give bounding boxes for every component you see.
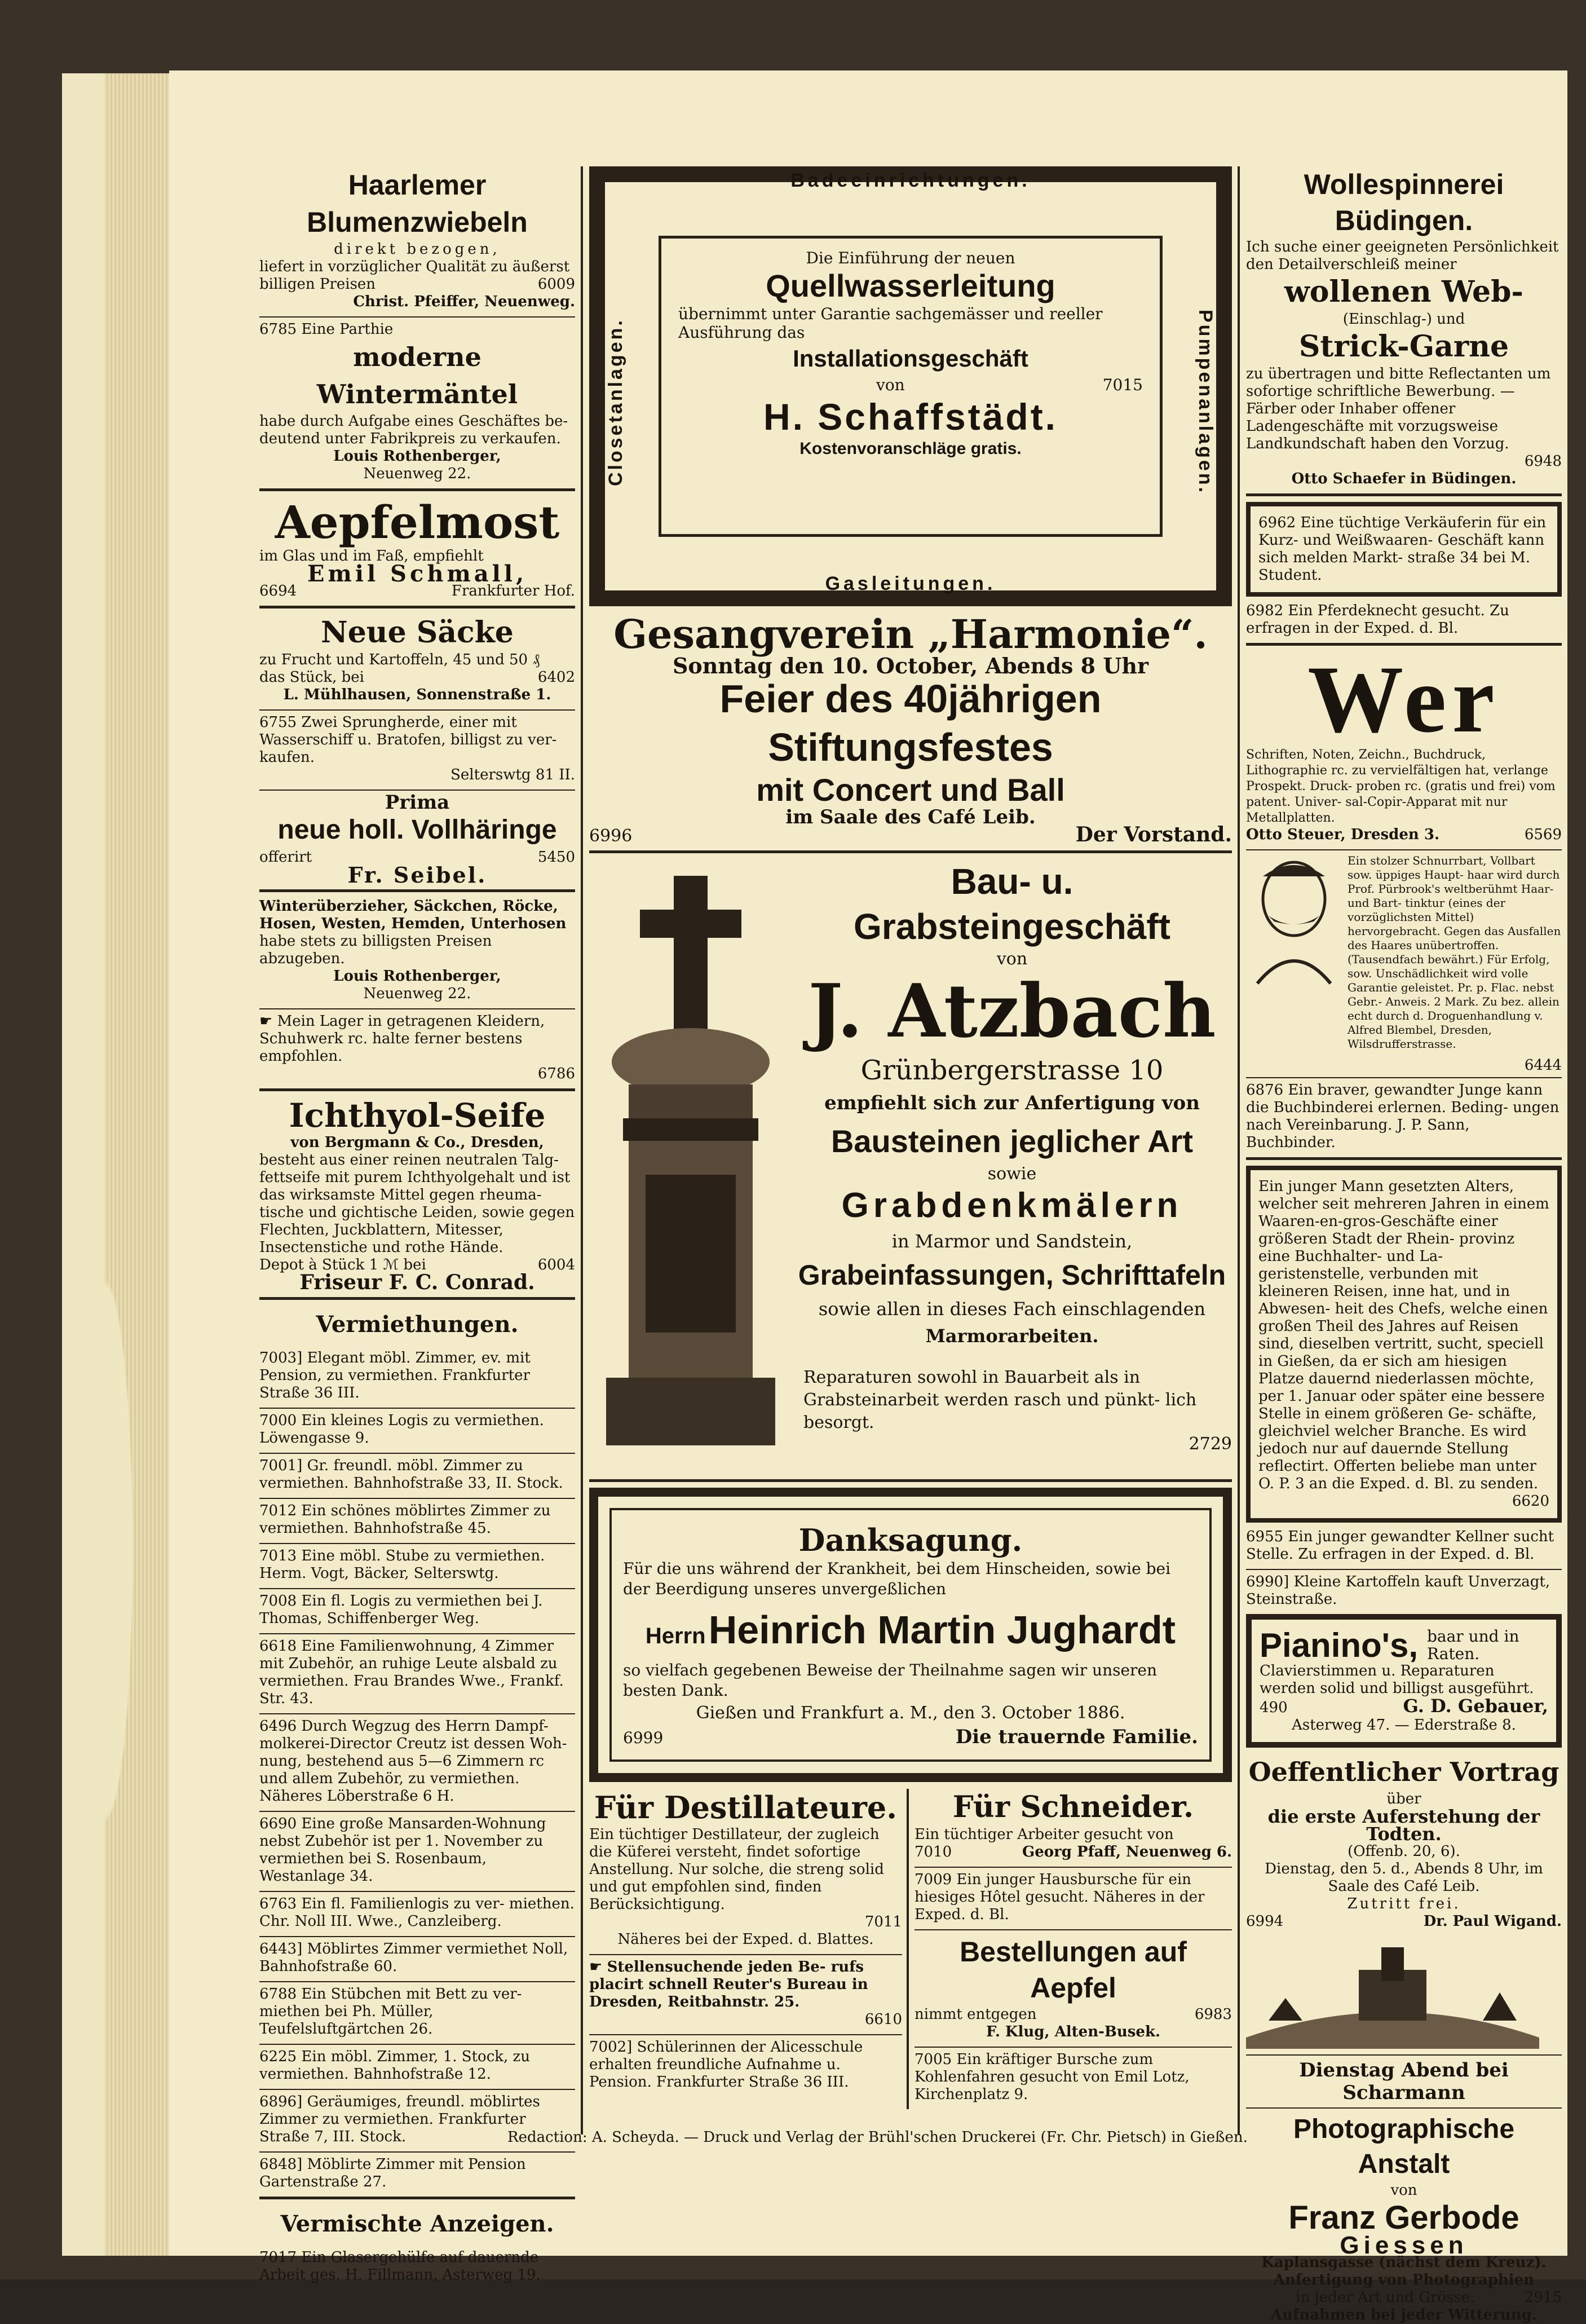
ad-pianino: Pianino's, baar und in Raten. Clavierstimmen u. Reparaturen werden solid und billigst ausgeführt. 490 G. D. Gebauer, Asterweg 47. — Ederstraße 8. [1246, 1614, 1562, 1748]
vermiethungen-list [259, 1350, 575, 2191]
rental-listing: 6443] Möblirtes Zimmer vermiethet Noll, Bahnhofstraße 60. [259, 1941, 568, 1975]
ad-destillateure: Für Destillateure. Ein tüchtiger Destillateur, der zugleich die Küferei versteht, findet sofortige Anstellung. Nur solche, die streng solid und gut empfohlen sind, finden Berücksichtigung. 7011 Näheres bei der Exped. d. Blattes. [589, 1789, 902, 1948]
rental-listing: 6896] Geräumiges, freundl. möblirtes Zimmer zu vermiethen. Frankfurter Straße 7, III. Stock. [259, 2093, 540, 2145]
ad-reuter: ☛ Stellensuchende jeden Be- rufs placirt schnell Reuter's Bureau in Dresden, Reitbahnstr. 25. 6610 [589, 1959, 902, 2028]
ad-schneider: Für Schneider. Ein tüchtiger Arbeiter gesucht von 7010 Georg Pfaff, Neuenweg 6. [915, 1790, 1232, 1860]
castle-landscape-illustration [1246, 1936, 1539, 2049]
middle-column [589, 166, 1232, 2135]
ad-photo: Photographische Anstalt von Franz Gerbode Giessen Kaplansgasse (nächst dem Kreuz). Anfertigung von Photographien in jeder Art und Grösse. 2915 Aufnahmen bei jeder Witterung. [1261, 2114, 1562, 2323]
ad-apfelmost: Aepfelmost im Glas und im Faß, empfiehlt Emil Schmall, 6694 Frankfurter Hof. [259, 496, 575, 599]
ad-wintermaentel: 6785 Eine Parthie moderne Wintermäntel habe durch Aufgabe eines Geschäftes be- deutend unter Fabrikpreis zu verkaufen. Louis Rothenberger, Neuenweg 22. [259, 321, 568, 482]
ad-winterkleid: Winterüberzieher, Säckchen, Röcke, Hosen, Westen, Hemden, Unterhosen habe stets zu billigsten Preisen abzugeben. Louis Rothenberger, Neuenweg 22. [259, 898, 567, 1002]
torn-page-fragment [62, 931, 169, 2171]
column-rule [581, 166, 583, 2135]
rental-listing: 7008 Ein fl. Logis zu vermiethen bei J. Thomas, Schiffenberger Weg. [259, 1593, 543, 1627]
ad-bursche: 7005 Ein kräftiger Bursche zum Kohlenfahren gesucht von Emil Lotz, Kirchenplatz 9. [915, 2051, 1190, 2103]
section-vermiethungen: Vermiethungen. [316, 1311, 519, 1338]
ad-lager: ☛ Mein Lager in getragenen Kleidern, Schuhwerk rc. halte ferner bestens empfohlen. 6786 [259, 1013, 575, 1082]
rental-listing: 7000 Ein kleines Logis zu vermiethen. Löwengasse 9. [259, 1412, 544, 1447]
ad-aepfel: Bestellungen auf Aepfel nimmt entgegen 6983 F. Klug, Alten-Busek. [915, 1936, 1232, 2040]
column-rule [1238, 166, 1240, 2135]
rental-listing: 6788 Ein Stübchen mit Bett zu ver- miethen bei Ph. Müller, Teufelsluftgärtchen 26. [259, 1986, 522, 2038]
rental-listing: 7001] Gr. freundl. möbl. Zimmer zu vermiethen. Bahnhofstraße 33, II. Stock. [259, 1457, 563, 1492]
ad-junge: 6876 Ein braver, gewandter Junge kann die Buchbinderei erlernen. Beding- ungen nach Vereinbarung. J. P. Sann, Buchbinder. [1246, 1082, 1560, 1151]
ad-danksagung: Danksagung. Für die uns während der Krankheit, bei dem Hinscheiden, sowie bei der Beerdigung unseres unvergeßlichen Herrn Heinrich Martin Jughardt so vielfach gegebenen Beweise der Theilnahme sagen wir unseren besten Dank. Gießen und Frankfurt a. M., den 3. October 1886. 6999 Die trauernde Familie. [589, 1488, 1232, 1782]
rental-listing: 6763 Ein fl. Familienlogis zu ver- miethen. Chr. Noll III. Wwe., Canzleiberg. [259, 1895, 575, 1930]
ad-schuelerinnen: 7002] Schülerinnen der Alicesschule erhalten freundliche Aufnahme u. Pension. Frankfurter Straße 36 III. [589, 2039, 863, 2091]
ad-atzbach: Bau- u. Grabsteingeschäft von J. Atzbach Grünbergerstrasse 10 empfiehlt sich zur Anfertigung von Bausteinen jeglicher Art sowie Grabdenkmälern in Marmor und Sandstein, Grabeinfassungen, Schrifttafeln sowie allen in dieses Fach einschlagenden Marmorarbeiten. Reparaturen sowohl in Bauarbeit als in Grabsteinarbeit werden rasch und pünkt- lich besorgt. 2729 [589, 859, 1232, 1474]
ad-glaser: 7017 Ein Glasergehülfe auf dauernde Arbeit ges. H. Fillmann, Asterweg 19. [259, 2249, 541, 2283]
ad-junger-mann: Ein junger Mann gesetzten Alters, welcher seit mehreren Jahren in einem Waaren-en-gros-Geschäfte einer größeren Stadt der Rhein- provinz eine Buchhalter- und La- geristenstelle, verbunden mit kleineren Reisen, inne hat, und in Abwesen- heit des Chefs, welche einen großen Theil des Jahres auf Reisen sind, dieselben vertritt, sucht, speciell in Gießen, da er sich am hiesigen Platze dauernd niederlassen möchte, per 1. Januar oder später eine bessere Stelle in einem größeren Ge- schäfte, gleichviel welcher Branche. Es wird jedoch nur auf dauernde Stellung reflectirt. Offerten beliebe man unter O. P. 3 an die Exped. d. Bl. zu senden. 6620 [1246, 1166, 1562, 1523]
gravestone-illustration [589, 859, 792, 1468]
ad-ichthyol: Ichthyol-Seife von Bergmann & Co., Dresden, besteht aus einer reinen neutralen Talg- fettseife mit purem Ichthyolgehalt und ist das wirksamste Mittel gegen rheuma- tische und gichtische Leiden, sowie gegen Flechten, Juckblattern, Mitesser, Insectenstiche und rothe Hände. Depot à Stück 1 ℳ bei 6004 Friseur F. C. Conrad. [259, 1096, 575, 1294]
rental-listing: 6225 Ein möbl. Zimmer, 1. Stock, zu vermiethen. Bahnhofstraße 12. [259, 2048, 530, 2083]
rental-listing: 7012 Ein schönes möblirtes Zimmer zu vermiethen. Bahnhofstraße 45. [259, 1502, 551, 1537]
rental-listing: 6690 Eine große Mansarden-Wohnung nebst Zubehör ist per 1. November zu vermiethen bei S. Rosenbaum, Westanlage 34. [259, 1815, 546, 1885]
ad-schaffstaedt: Badeeinrichtungen. Closetanlagen. Pumpenanlagen. Die Einführung der neuen Quellwasserleitung übernimmt unter Garantie sachgemässer und reeller Ausführung das Installationsgeschäft von 7015 H. Schaffstädt. Kostenvoranschläge gratis. Gasleitungen. [589, 166, 1232, 606]
ad-schnurrbart: Ein stolzer Schnurrbart, Vollbart sow. üppiges Haupt- haar wird durch Prof. Pürbrook's weltberühmt Haar- und Bart- tinktur (eines der vorzüglichsten Mittel) hervorgebracht. Gegen das Ausfallen des Haares unübertroffen. (Tausendfach bewährt.) Für Erfolg, sow. Unschädlichkeit wird volle Garantie geleistet. Pr. p. Flac. nebst Gebr.- Anweis. 2 Mark. Zu bez. allein echt durch d. Droguenhandlung v. Alfred Blembel, Dresden, Wilsdrufferstrasse. [1246, 854, 1562, 1051]
imprint-footer: Redaction: A. Scheyda. — Druck und Verlag der Brühl'schen Druckerei (Fr. Chr. Pietsch) in Gießen. [507, 2129, 1248, 2146]
ad-kartoffeln: 6990] Kleine Kartoffeln kauft Unverzagt, Steinstraße. [1246, 1573, 1550, 1608]
rental-listing: 6848] Möblirte Zimmer mit Pension Gartenstraße 27. [259, 2156, 526, 2190]
rental-listing: 6496 Durch Wegzug des Herrn Dampf- molkerei-Director Creutz ist dessen Woh- nung, bestehend aus 5—6 Zimmern rc und allem Zubehör, zu vermiethen. Näheres Löberstraße 6 H. [259, 1718, 567, 1805]
rental-listing: 6618 Eine Familienwohnung, 4 Zimmer mit Zubehör, an ruhige Leute alsbald zu vermiethen. Frau Brandes Wwe., Frankf. Str. 43. [259, 1638, 564, 1707]
rental-listing: 7013 Eine möbl. Stube zu vermiethen. Herm. Vogt, Bäcker, Selterswtg. [259, 1547, 545, 1582]
pointing-hand-icon: ☛ [259, 1013, 277, 1030]
ad-wer: Wer Schriften, Noten, Zeichn., Buchdruck, Lithographie rc. zu vervielfältigen hat, verlange Prospekt. Druck- proben rc. (gratis und frei) vom patent. Univer- sal-Copir-Apparat mit nur Metallplatten. Otto Steuer, Dresden 3. 6569 [1246, 646, 1562, 843]
ad-scharmann: Dienstag Abend bei Scharmann [1299, 2059, 1509, 2104]
ad-kellner: 6955 Ein junger gewandter Kellner sucht Stelle. Zu erfragen in der Exped. d. Bl. [1246, 1528, 1554, 1563]
bearded-man-portrait [1246, 854, 1342, 984]
ad-wolle: Wollespinnerei Büdingen. Ich suche einer geeigneten Persönlichkeit den Detailverschleiß meiner wollenen Web- (Einschlag-) und Strick-Garne zu übertragen und bitte Reflectanten um sofortige schriftliche Bewerbung. — Färber oder Inhaber offener Ladengeschäfte mit vorzugsweise Landkundschaft haben den Vorzug. 6948 Otto Schaefer in Büdingen. [1246, 169, 1562, 487]
rental-listing: 7003] Elegant möbl. Zimmer, ev. mit Pension, zu vermiethen. Frankfurter Straße 36 III. [259, 1350, 531, 1401]
ad-vollhaeringe: Prima neue holl. Vollhäringe offerirt 5450 Fr. Seibel. [259, 791, 575, 888]
right-column: Wollespinnerei Büdingen. Ich suche einer geeigneten Persönlichkeit den Detailverschleiß meiner wollenen Web- (Einschlag-) und Strick-Garne zu übertragen und bitte Reflectanten um sofortige schriftliche Bewerbung. — Färber oder Inhaber offener Ladengeschäfte mit vorzugsweise Landkundschaft haben den Vorzug. 6948 Otto Schaefer in Büdingen. 6962 Eine tüchtige Verkäuferin für ein Kurz- und Weißwaaren- Geschäft kann sich melden Markt- straße 34 bei M. Student. 6982 Ein Pferdeknecht gesucht. Zu erfragen in der Exped. d. Bl. Wer Schriften, Noten, Zeichn., Buchdruck, Lithographie rc. zu vervielfältigen hat, verlange Prospekt. Druck- proben rc. (gratis und frei) vom patent. Univer- sal-Copir-Apparat mit nur Metallplatten. Otto Steuer, Dresden 3. 6569 Ein stolzer Schnurrbart, Vollbart sow. üppiges Haupt- haar wird durch Prof. Pürbrook's weltberühmt Haar- und Bart- tinktur (eines der vorzüglichsten Mittel) hervorgebracht. Gegen das Ausfallen des Haares unübertroffen. (Tausendfach bewährt.) Für Erfolg, sow. Unschädlichkeit wird volle Garantie geleistet. Pr. p. Flac. nebst Gebr.- Anweis. 2 Mark. Zu bez. allein echt durch d. Droguenhandlung v. Alfred Blembel, Dresden, Wilsdrufferstrasse. 6444 6876 Ein braver, gewandter Junge kann die Buchbinderei erlernen. Beding- ungen nach Vereinbarung. J. P. Sann, Buchbinder. Ein junger Mann gesetzten Alters, welcher seit mehreren Jahren in einem Waaren-en-gros-Geschäfte einer größeren Stadt der Rhein- provinz eine Buchhalter- und La- geristenstelle, verbunden mit kleineren Reisen, inne hat, und in Abwesen- heit des Chefs, welche einen großen Theil des Jahres auf Reisen sind, dieselben vertritt, sucht, speciell in Gießen, da er sich am hiesigen Platze dauernd niederlassen möchte, per 1. Januar oder später eine bessere Stelle in einem größeren Ge- schäfte, gleichviel welcher Branche. Es wird jedoch nur auf dauernde Stellung reflectirt. Offerten beliebe man unter O. P. 3 an die Exped. d. Bl. zu senden. 6620 6955 Ein junger gewandter Kellner sucht Stelle. Zu erfragen in der Exped. d. Bl. 6990] Kleine Kartoffeln kauft Unverzagt, Steinstraße. Pianino's, baar und in Raten. Clavierstimmen u. Reparaturen werden solid und billigst ausgeführt. 490 G. D. Gebauer, Asterweg 47. — Ederstraße 8. Oeffentlicher Vortrag über die erste Auferstehung der Todten. (Offenb. 20, 6). Dienstag, den 5. d., Abends 8 Uhr, im Saale des Café Leib. Zutritt frei. 6994 Dr. Paul Wigand. Dienstag Abend bei Scharmann Photographische Anstalt von Franz Gerbode Giessen Kaplansgasse (nächst dem Kreuz). Anfertigung von Photographien in jeder Art und Grösse. 2915 Aufnahmen bei jeder Witterung. [1246, 166, 1562, 2135]
ad-vortrag: Oeffentlicher Vortrag über die erste Auferstehung der Todten. (Offenb. 20, 6). Dienstag, den 5. d., Abends 8 Uhr, im Saale des Café Leib. Zutritt frei. 6994 Dr. Paul Wigand. [1246, 1757, 1562, 1930]
left-column [259, 166, 575, 2283]
ad-saecke: Neue Säcke zu Frucht und Kartoffeln, 45 und 50 ₰ das Stück, bei 6402 L. Mühlhausen, Sonnenstraße 1. [259, 615, 575, 703]
ad-verkaeuferin: 6962 Eine tüchtige Verkäuferin für ein Kurz- und Weißwaaren- Geschäft kann sich melden Markt- straße 34 bei M. Student. [1246, 502, 1562, 597]
ad-pferdeknecht: 6982 Ein Pferdeknecht gesucht. Zu erfragen in der Exped. d. Bl. [1246, 602, 1509, 637]
ad-haarlemer: Haarlemer Blumenzwiebeln direkt bezogen, liefert in vorzüglicher Qualität zu äußerst billigen Preisen 6009 Christ. Pfeiffer, Neuenweg. [259, 169, 575, 310]
ad-harmonie: Gesangverein „Harmonie“. Sonntag den 10. October, Abends 8 Uhr Feier des 40jährigen Stiftungsfestes mit Concert und Ball im Saale des Café Leib. 6996 Der Vorstand. [589, 611, 1232, 846]
section-vermischte: Vermischte Anzeigen. [280, 2211, 554, 2237]
ad-sprungherde: 6755 Zwei Sprungherde, einer mit Wasserschiff u. Bratofen, billigst zu ver- kaufen. Selterswtg 81 II. [259, 714, 575, 783]
pointing-hand-icon: ☛ [589, 1959, 607, 1975]
ad-hausbursche: 7009 Ein junger Hausbursche für ein hiesiges Hôtel gesucht. Näheres in der Exped. d. Bl. [915, 1871, 1205, 1923]
